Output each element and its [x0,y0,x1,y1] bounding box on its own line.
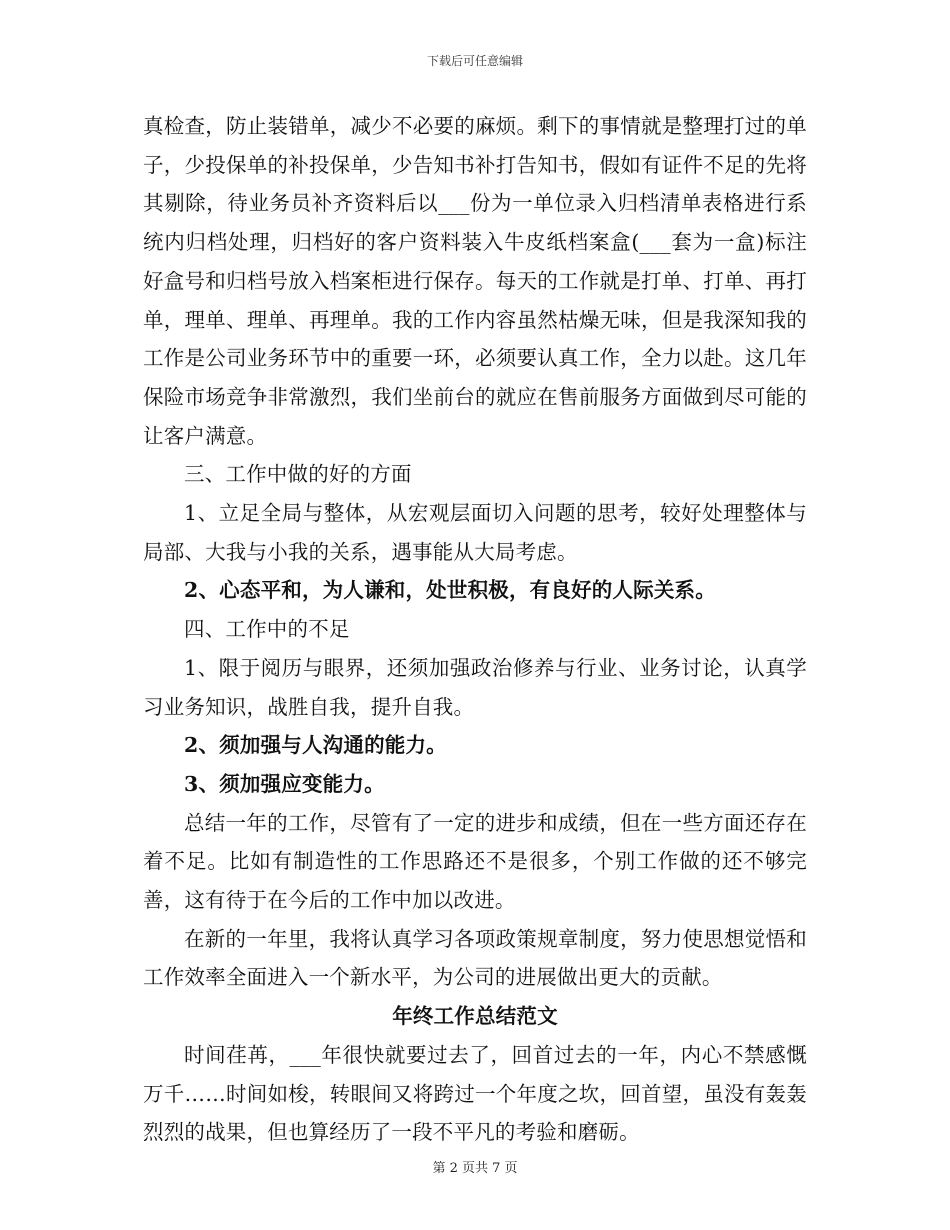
paragraph-new-year: 在新的一年里，我将认真学习各项政策规章制度，努力使思想觉悟和工作效率全面进入一个新水平，为公司的进展做出更大的贡献。 [143,926,807,990]
paragraph-weakness-1: 1、限于阅历与眼界，还须加强政治修养与行业、业务讨论，认真学习业务知识，战胜自我，提升自我。 [143,655,807,719]
paragraph-weakness-3: 3、须加强应变能力。 [184,771,385,796]
paragraph-continuation: 真检查，防止装错单，减少不必要的麻烦。剩下的事情就是整理打过的单子，少投保单的补投保单，少告知书补打告知书，假如有证件不足的先将其剔除，待业务员补齐资料后以___份为一单位录入归档清单表格进行系统内归档处理，归档好的客户资料装入牛皮纸档案盒(___套为一盒)标注好盒号和归档号放入档案柜进行保存。每天的工作就是打单、打单、再打单，理单、理单、再理单。我的工作内容虽然枯燥无味，但是我深知我的工作是公司业务环节中的重要一环，必须要认真工作，全力以赴。这几年保险市场竞争非常激烈，我们坐前台的就应在售前服务方面做到尽可能的让客户满意。 [143,114,807,448]
document-body [143,107,807,1152]
paragraph-weakness-2: 2、须加强与人沟通的能力。 [184,733,447,758]
document-title: 年终工作总结范文 [392,1004,558,1029]
paragraph-intro: 时间荏苒，___年很快就要过去了，回首过去的一年，内心不禁感慨万千……时间如梭，转眼间又将跨过一个年度之坎，回首望，虽没有轰轰烈烈的战果，但也算经历了一段不平凡的考验和磨砺。 [143,1042,807,1145]
paragraph-summary: 总结一年的工作，尽管有了一定的进步和成绩，但在一些方面还存在着不足。比如有制造性的工作思路还不是很多，个别工作做的还不够完善，这有待于在今后的工作中加以改进。 [143,810,807,913]
section-heading-strengths: 三、工作中做的好的方面 [184,462,412,487]
section-heading-weaknesses: 四、工作中的不足 [184,617,350,642]
page-header: 下载后可任意编辑 [426,54,523,68]
paragraph-strength-1: 1、立足全局与整体，从宏观层面切入问题的思考，较好处理整体与局部、大我与小我的关系，遇事能从大局考虑。 [143,501,807,564]
page-footer: 第 2 页共 7 页 [432,1161,518,1176]
paragraph-strength-2: 2、心态平和，为人谦和，处世积极，有良好的人际关系。 [184,578,716,603]
